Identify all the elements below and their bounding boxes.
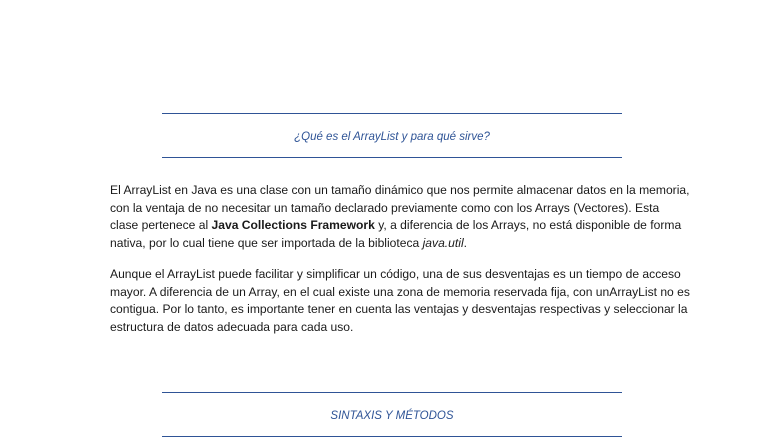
- heading-top-rule: [162, 113, 622, 114]
- section-title: SINTAXIS Y MÉTODOS: [330, 410, 454, 422]
- heading-bottom-rule: [162, 157, 622, 158]
- heading-bottom-rule: [162, 436, 622, 437]
- paragraph-text: [110, 182, 690, 252]
- section-title: ¿Qué es el ArrayList y para qué sirve?: [294, 131, 490, 143]
- section-heading-arraylist: [162, 113, 622, 158]
- section-heading-syntax: [162, 392, 622, 437]
- italic-term: java.util: [422, 235, 464, 250]
- paragraph-text-part: .: [463, 235, 468, 250]
- paragraph-intro: [110, 182, 690, 252]
- paragraph-disadvantages: [110, 266, 690, 336]
- paragraph-text-part: y, a diferencia de los Arrays, no está disponible de forma nativa, por lo cual tiene que ser importada de la biblioteca: [110, 218, 682, 250]
- bold-term: Java Collections Framework: [211, 218, 375, 232]
- paragraph-text-part: El ArrayList en Java es una clase con un tamaño dinámico que nos permite almacenar datos en la memoria, con la ventaja de no necesitar un tamaño declarado previamente como con los Arrays (Vectores). Esta clase pertenece al: [110, 183, 690, 232]
- paragraph-text: Aunque el ArrayList puede facilitar y simplificar un código, una de sus desventajas es un tiempo de acceso mayor. A diferencia de un Array, en el cual existe una zona de memoria reservada fija, con unArrayList no es contigua. Por lo tanto, es importante tener en cuenta las ventajas y desventajas respectivas y seleccionar la estructura de datos adecuada para cada uso.: [110, 267, 690, 334]
- heading-top-rule: [162, 392, 622, 393]
